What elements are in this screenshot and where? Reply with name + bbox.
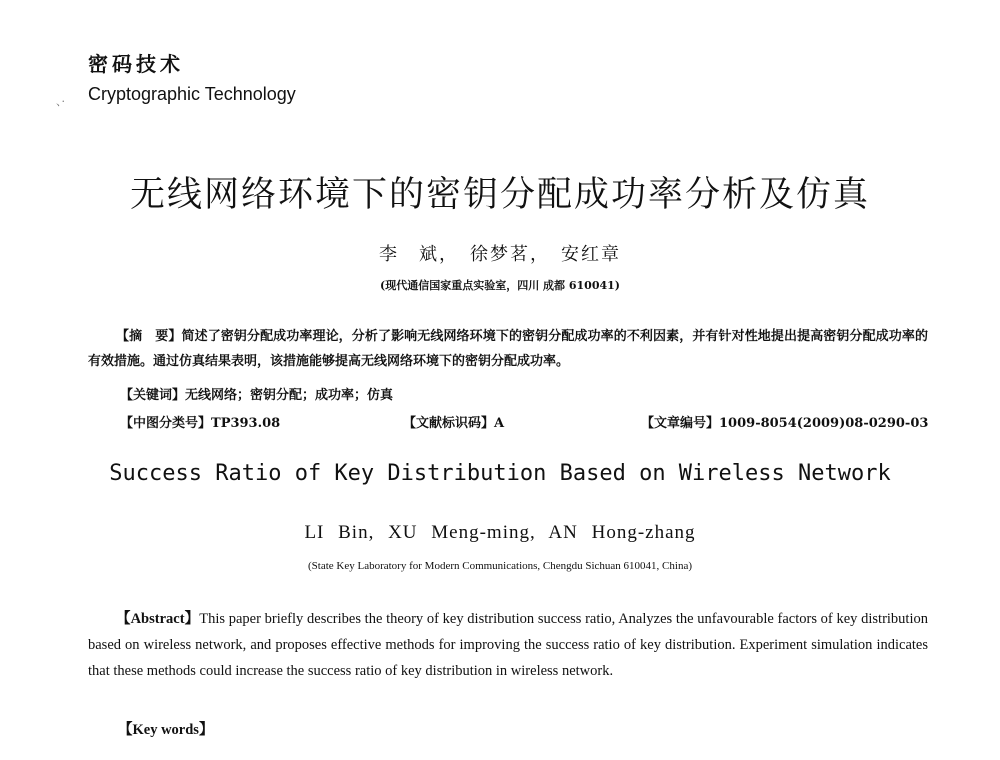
affiliation-en: (State Key Laboratory for Modern Communications, Chengdu Sichuan 610041, China) [307,560,692,572]
keywords-cn-label: 【关键词】 [120,388,186,403]
paper-title-cn: 无线网络环境下的密钥分配成功率分析及仿真 [129,175,870,215]
abstract-en-label: 【Abstract】 [116,611,200,627]
article-number [641,412,928,431]
scan-speck: 、· [56,95,65,108]
section-header-cn: 密码技术 [88,52,184,76]
paper-title-en: Success Ratio of Key Distribution Based on Wireless Network [109,461,891,486]
section-header-en: Cryptographic Technology [88,84,296,104]
article-number-label: 【文章编号】 [641,416,720,431]
doc-code-value: A [494,416,505,431]
clc-number [120,412,280,431]
clc-label: 【中图分类号】 [120,416,212,431]
abstract-en-text: This paper briefly describes the theory of key distribution success ratio, Analyzes the unfavourable factors of key distribution based on wireless network, and proposes effective methods for improving the success ratio of key distribution. Experiment simulation indicates that these methods could increase the success ratio of key distribution in wireless network. [88,611,928,679]
abstract-en [88,606,928,684]
clc-value: TP393.08 [211,416,281,431]
keywords-en: 【Key words】 [118,722,214,738]
authors-cn: 李 斌， 徐梦茗， 安红章 [379,244,621,265]
abstract-cn-label: 【摘 要】 [116,329,182,344]
abstract-cn-text: 简述了密钥分配成功率理论，分析了影响无线网络环境下的密钥分配成功率的不利因素，并有针对性地提出提高密钥分配成功率的有效措施。通过仿真结果表明，该措施能够提高无线网络环境下的密钥分配成功率。 [88,329,928,369]
article-number-value: 1009-8054(2009)08-0290-03 [719,416,929,431]
keywords-cn-text: 无线网络；密钥分配；成功率；仿真 [185,388,394,403]
authors-en: LI Bin, XU Meng-ming, AN Hong-zhang [304,522,696,543]
abstract-cn [88,324,928,374]
affiliation-cn: (现代通信国家重点实验室，四川 成都 610041) [380,279,620,292]
keywords-cn [120,384,393,403]
document-code [403,412,504,431]
doc-code-label: 【文献标识码】 [403,416,495,431]
